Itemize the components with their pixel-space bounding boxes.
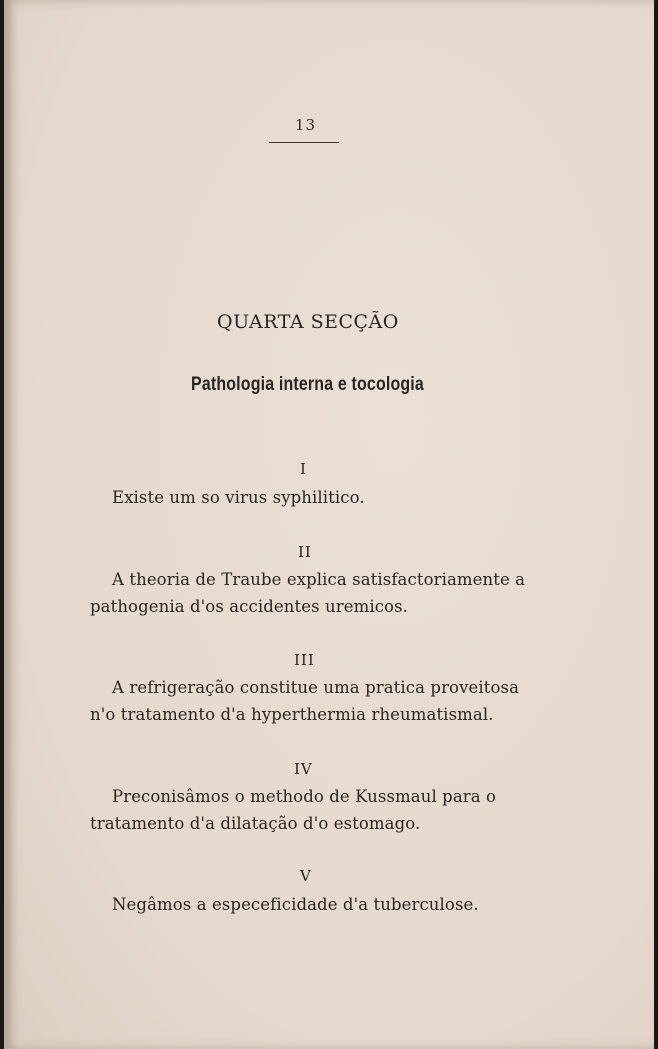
- proposition-numeral: III: [294, 651, 315, 669]
- page-gutter-shadow: [4, 0, 12, 1049]
- proposition-text-line: pathogenia d'os accidentes uremicos.: [90, 597, 408, 616]
- book-page: [4, 0, 654, 1049]
- page-number-rule: [269, 142, 339, 143]
- proposition-text-line: tratamento d'a dilatação d'o estomago.: [90, 814, 421, 833]
- proposition-text-line: A theoria de Traube explica satisfactoriamente a: [112, 570, 526, 589]
- proposition-text-line: n'o tratamento d'a hyperthermia rheumatismal.: [90, 705, 494, 724]
- section-title: QUARTA SECÇÃO: [217, 311, 399, 333]
- proposition-numeral: V: [300, 867, 312, 885]
- proposition-numeral: I: [300, 460, 307, 478]
- section-subtitle: Pathologia interna e tocologia: [191, 374, 424, 395]
- proposition-numeral: II: [298, 543, 312, 561]
- proposition-text-line: Preconisâmos o methodo de Kussmaul para o: [112, 787, 497, 806]
- proposition-text-line: Negâmos a especeficidade d'a tuberculose.: [112, 895, 479, 914]
- proposition-text-line: Existe um so virus syphilitico.: [112, 488, 365, 507]
- proposition-numeral: IV: [294, 760, 313, 778]
- proposition-text-line: A refrigeração constitue uma pratica proveitosa: [112, 678, 520, 697]
- page-number: 13: [295, 116, 317, 134]
